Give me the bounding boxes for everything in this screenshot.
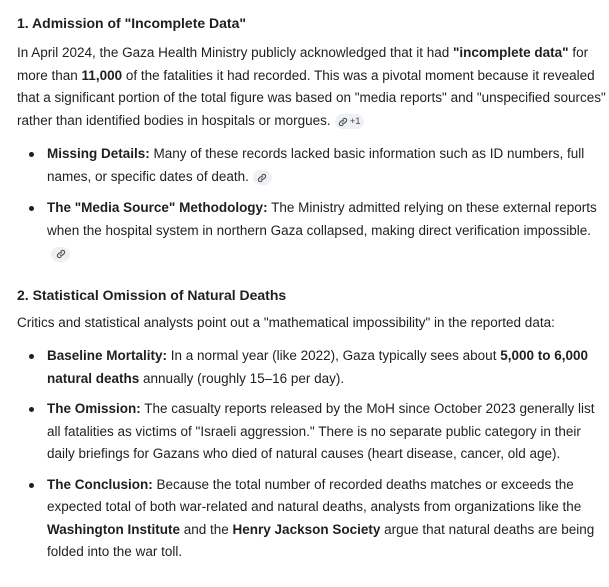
source-chip[interactable] xyxy=(335,114,364,129)
section-2-heading: 2. Statistical Omission of Natural Deaths xyxy=(17,286,287,303)
list-item: The Omission: The casualty reports released by the MoH since October 2023 generally list all fatalities as victims of "Israeli aggression." There is no separate public category in their daily briefings for Gazans who died of natural causes (heart disease, cancer, old age). xyxy=(17,398,609,466)
link-icon xyxy=(56,249,66,259)
section-1-paragraph: In April 2024, the Gaza Health Ministry publicly acknowledged that it had "incomplete data" for more than 11,000 of the fatalities it had recorded. This was a pivotal moment because it revealed that a significant portion of the total figure was based on "media reports" and "unspecified sources" rather than identified bodies in hospitals or morgues. +1 xyxy=(17,45,606,128)
bullet-label: The Omission: xyxy=(47,401,141,416)
section-2-paragraph: Critics and statistical analysts point out a "mathematical impossibility" in the reported data: xyxy=(17,314,555,330)
link-icon xyxy=(257,173,267,183)
section-1-heading: 1. Admission of "Incomplete Data" xyxy=(17,15,247,31)
source-count: +1 xyxy=(349,116,361,127)
list-item: The "Media Source" Methodology: The Ministry admitted relying on these external reports when the hospital system in northern Gaza collapsed, making direct verification impossible. xyxy=(17,197,609,265)
list-item: The Conclusion: Because the total number of recorded deaths matches or exceeds the expected total of both war-related and natural deaths, analysts from organizations like the Washington Institute and the Henry Jackson Society argue that natural deaths are being folded into the war toll. xyxy=(17,474,609,564)
link-icon xyxy=(338,117,348,127)
bullet-label: Baseline Mortality: xyxy=(47,348,168,363)
source-chip[interactable] xyxy=(51,247,70,262)
bullet-label: The Conclusion: xyxy=(47,476,153,492)
section-2-list xyxy=(17,345,609,564)
bullet-label: Missing Details: xyxy=(47,146,150,161)
source-chip[interactable] xyxy=(253,170,272,185)
list-item: Missing Details: Many of these records lacked basic information such as ID numbers, full names, or specific dates of death. xyxy=(17,143,609,188)
list-item: Baseline Mortality: In a normal year (like 2022), Gaza typically sees about 5,000 to 6,000 natural deaths annually (roughly 15–16 per day). xyxy=(17,345,609,390)
section-1-list xyxy=(17,143,609,265)
bullet-label: The "Media Source" Methodology: xyxy=(47,200,268,215)
